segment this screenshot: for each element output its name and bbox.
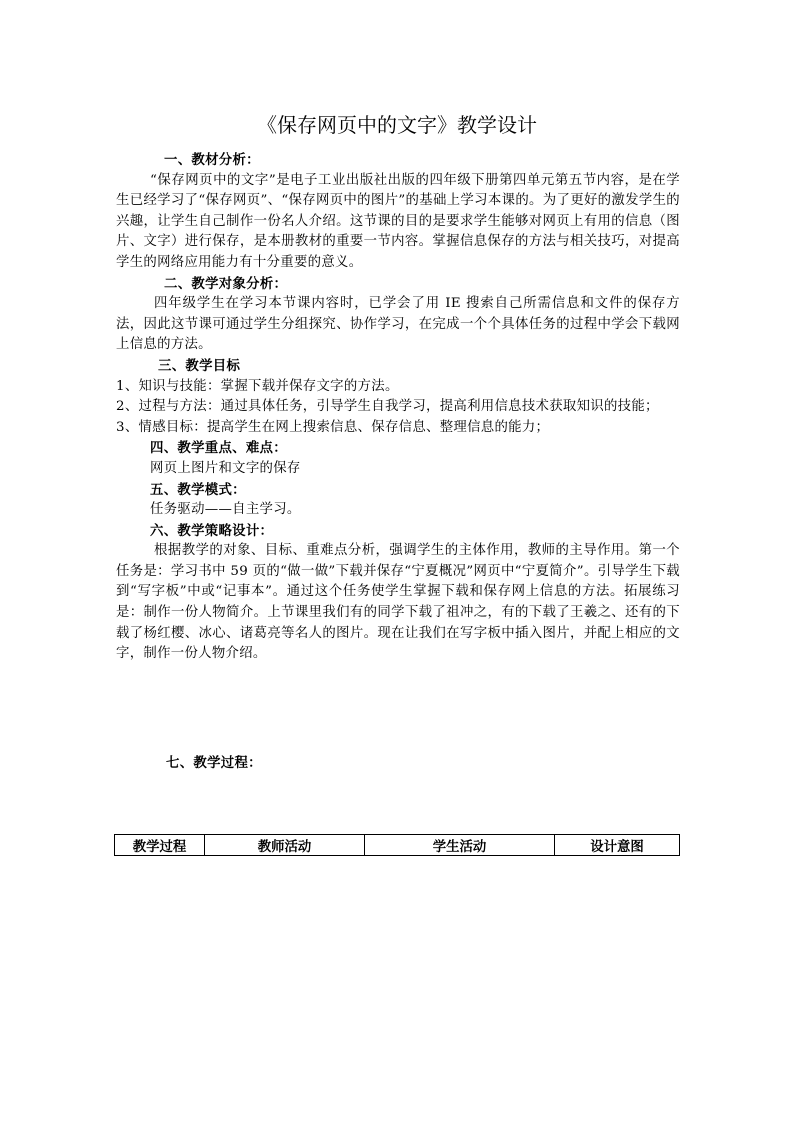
blank-space	[116, 665, 680, 751]
table-header-cell: 教师活动	[205, 835, 365, 856]
section-heading-1: 一、教材分析：	[164, 152, 260, 168]
objective-item: 3、情感目标：提高学生在网上搜索信息、保存信息、整理信息的能力；	[116, 419, 550, 435]
section-text-5: 任务驱动——自主学习。	[150, 502, 301, 518]
section-heading-5: 五、教学模式：	[150, 481, 246, 498]
table-header-row	[115, 835, 680, 856]
objective-item: 2、过程与方法：通过具体任务，引导学生自我学习，提高利用信息技术获取知识的技能；	[116, 399, 659, 415]
section-heading-6: 六、教学策略设计：	[150, 522, 274, 539]
section-text-1: “保存网页中的文字”是电子工业出版社出版的四年级下册第四单元第五节内容，是在学生已经学习了“保存网页”、“保存网页中的图片”的基础上学习本课的。为了更好的激发学生的兴趣，让学生自己制作一份名人介绍。这节课的目的是要求学生能够对网页上有用的信息（图片、文字）进行保存，是本册教材的重要一节内容。掌握信息保存的方法与相关技巧，对提高学生的网络应用能力有十分重要的意义。	[116, 172, 680, 270]
teaching-process-table	[114, 834, 680, 856]
table-header-cell: 设计意图	[555, 835, 680, 856]
section-heading-3: 三、教学目标	[158, 357, 241, 374]
document-body	[116, 150, 680, 773]
section-text-4: 网页上图片和文字的保存	[150, 460, 301, 476]
objective-item: 1、知识与技能：掌握下载并保存文字的方法。	[116, 378, 399, 394]
table-header-cell: 学生活动	[365, 835, 555, 856]
document-title: 《保存网页中的文字》教学设计	[257, 113, 537, 137]
section-text-6: 根据教学的对象、目标、重难点分析，强调学生的主体作用，教师的主导作用。第一个任务是：学习书中 59 页的“做一做”下载并保存“宁夏概况”网页中“宁夏简介”。引导学生下载到“写字板”中或“记事本”。通过这个任务使学生掌握下载和保存网上信息的方法。拓展练习是：制作一份人物简介。上节课里我们有的同学下载了祖冲之，有的下载了王羲之、还有的下载了杨红樱、冰心、诸葛亮等名人的图片。现在让我们在写字板中插入图片，并配上相应的文字，制作一份人物介绍。	[116, 543, 680, 662]
table-header-cell: 教学过程	[115, 835, 205, 856]
section-heading-2: 二、教学对象分析：	[164, 275, 288, 292]
section-heading-7: 七、教学过程：	[166, 754, 262, 771]
section-heading-4: 四、教学重点、难点：	[150, 440, 287, 457]
section-text-2: 四年级学生在学习本节课内容时，已学会了用 IE 搜索自己所需信息和文件的保存方法，因此这节课可通过学生分组探究、协作学习，在完成一个个具体任务的过程中学会下载网上信息的方法。	[116, 296, 680, 353]
